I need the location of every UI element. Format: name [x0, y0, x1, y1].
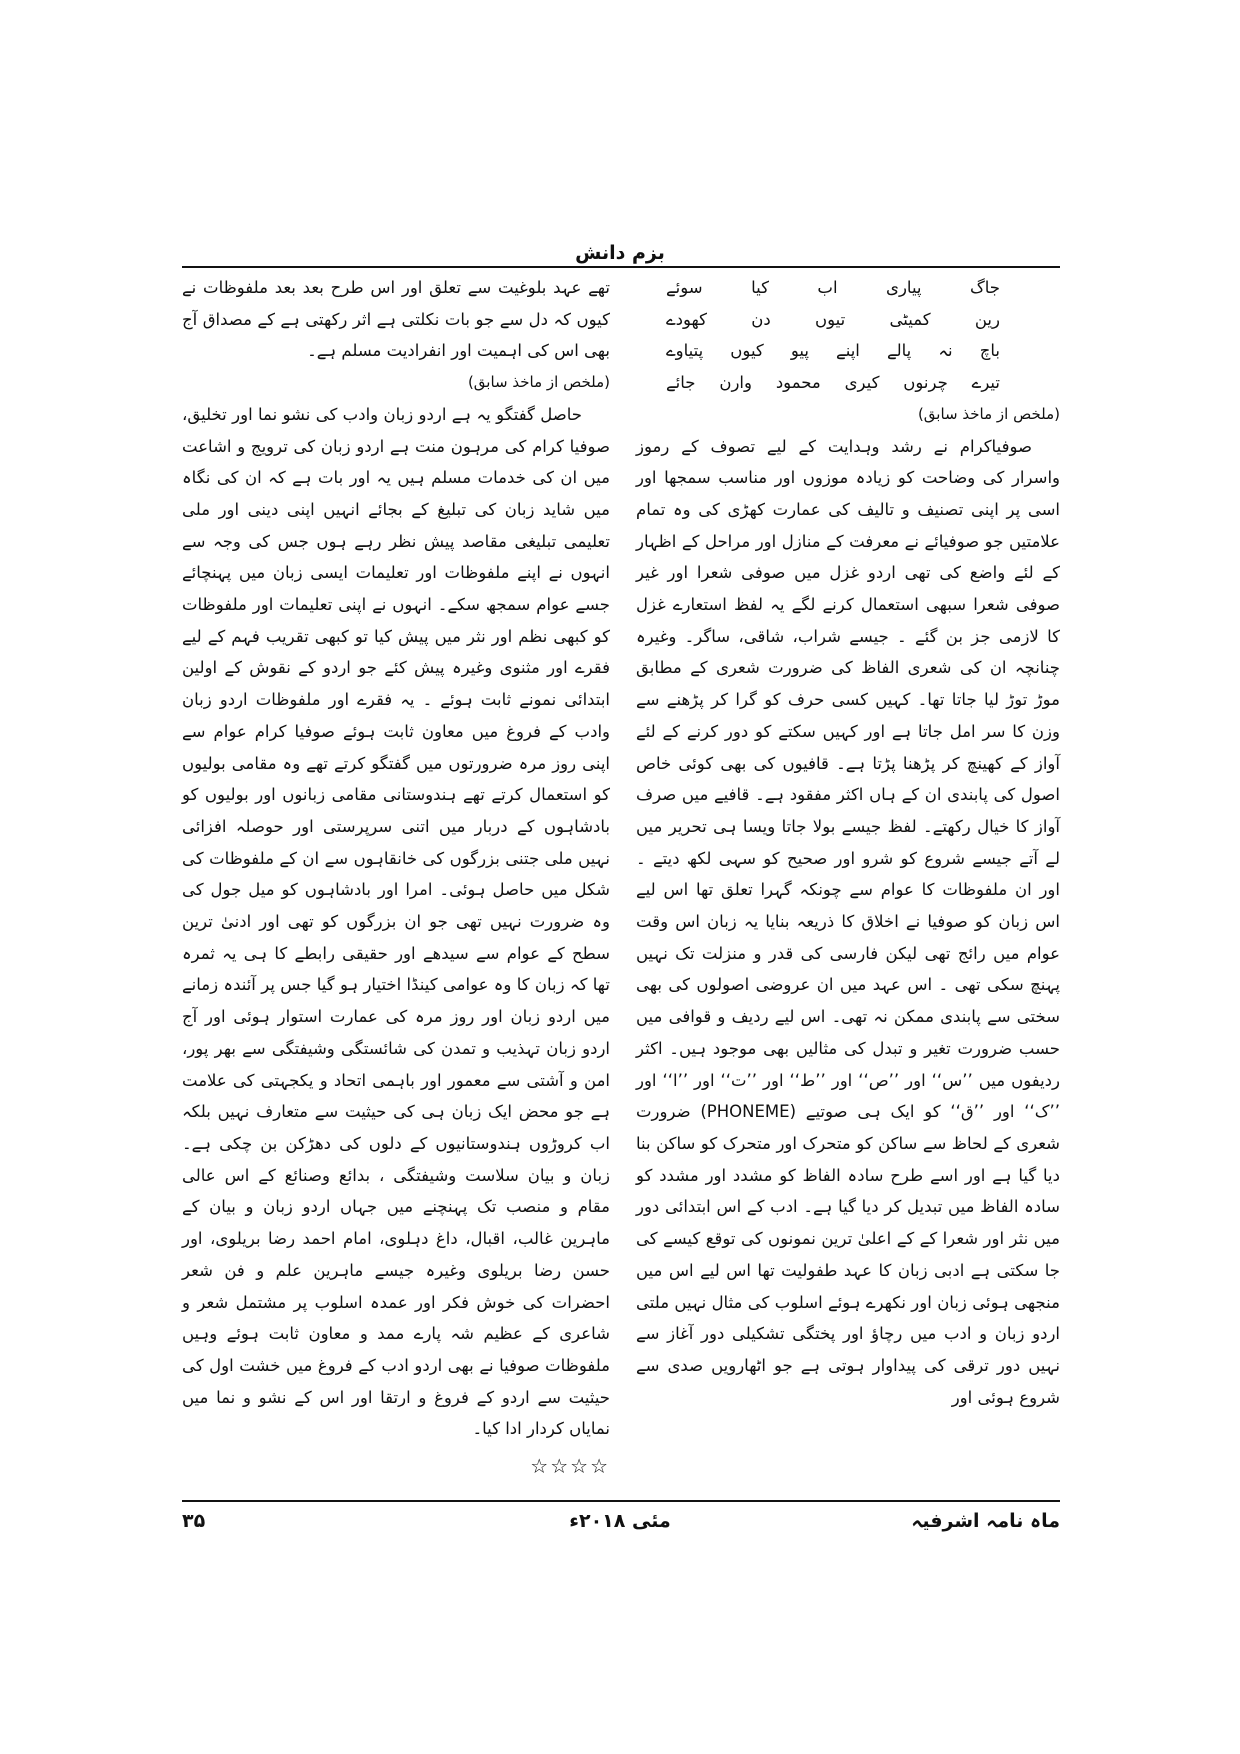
- verse-reference: (ملخص از ماخذ سابق): [917, 404, 1060, 423]
- section-end-stars: ☆☆☆☆: [530, 1454, 610, 1479]
- body-paragraph: حاصل گفتگو یہ ہے اردو زبان وادب کی نشو نما اور تخلیق، صوفیا کرام کی مرہون منت ہے اردو زبان کی ترویج و اشاعت میں ان کی خدمات مسلم ہیں یہ اور بات ہے کہ ان کی نگاہ میں شاید زبان کی تبلیغ کے بجائے انہیں اپنی دینی اور ملی تعلیمی تبلیغی مقاصد پیش نظر رہے ہوں جس کی وجہ سے انہوں نے اپنے ملفوظات اور تعلیمات ایسی زبان میں پہنچائے جسے عوام سمجھ سکے۔ انہوں نے اپنی تعلیمات اور ملفوظات کو کبھی نظم اور نثر میں پیش کیا تو کبھی تقریب فہم کے لیے فقرے اور مثنوی وغیرہ پیش کئے جو اردو کے نقوش کے اولین ابتدائی نمونے ثابت ہوئے ۔ یہ فقرے اور ملفوظات اردو زبان وادب کے فروغ میں معاون ثابت ہوئے صوفیا کرام عوام سے اپنی روز مرہ ضرورتوں میں گفتگو کرتے تھے وہ مقامی بولیوں کو استعمال کرتے تھے ہندوستانی مقامی زبانوں اور بولیوں کو بادشاہوں کے دربار میں اتنی سرپرستی اور حوصلہ افزائی نہیں ملی جتنی بزرگوں کی خانقاہوں سے ان کے ملفوظات کی شکل میں حاصل ہوئی۔ امرا اور بادشاہوں کو میل جول کی وہ ضرورت نہیں تھی جو ان بزرگوں کو تھی اور ادنیٰ ترین سطح کے عوام سے سیدھے اور حقیقی رابطے کا ہی یہ ثمرہ تھا کہ زبان کا وہ عوامی کینڈا اختیار ہو گیا جس پر آئندہ زمانے میں اردو زبان اور روز مرہ کی عمارت استوار ہوئی اور آج اردو زبان تہذیب و تمدن کی شائستگی وشیفتگی سے بھر پور، امن و آشتی سے معمور اور باہمی اتحاد و یکجہتی کی علامت ہے جو محض ایک زبان ہی کی حیثیت سے متعارف نہیں بلکہ اب کروڑوں ہندوستانیوں کے دلوں کی دھڑکن بن چکی ہے۔ زبان و بیان سلاست وشیفتگی ، بدائع وصنائع کے اس عالی مقام و منصب تک پہنچنے میں جہاں اردو زبان و بیان کے ماہرین غالب، اقبال، داغ دہلوی، امام احمد رضا بریلوی، اور حسن رضا بریلوی وغیرہ جیسے ماہرین علم و فن شعر احضرات کی خوش فکر اور عمدہ اسلوب پر مشتمل شعر و شاعری کے عظیم شہ پارے ممد و معاون ثابت ہوئے وہیں ملفوظات صوفیا نے بھی اردو ادب کے فروغ میں خشت اول کی حیثیت سے اردو کے فروغ و ارتقا اور اس کے نشو و نما میں نمایاں کردار ادا کیا۔: [182, 404, 610, 1439]
- journal-name: ماہ نامہ اشرفیہ: [911, 1510, 1060, 1532]
- footer-rule: [182, 1500, 1060, 1502]
- body-paragraph: تھے عہد بلوغیت سے تعلق اور اس طرح بعد بعد ملفوظات نے کیوں کہ دل سے جو بات نکلتی ہے اثر رکھتی ہے کے مصداق آج بھی اس کی اہمیت اور انفرادیت مسلم ہے۔: [182, 278, 610, 361]
- verse-line: جاگ پیاری اب کیا سوئے: [666, 278, 1000, 297]
- left-column: [182, 272, 610, 1483]
- body-paragraph: صوفیاکرام نے رشد وہدایت کے لیے تصوف کے رموز واسرار کی وضاحت کو زیادہ موزوں اور مناسب سمجھا اور اسی پر اپنی تصنیف و تالیف کی عمارت کھڑی کی وہ تمام علامتیں جو صوفیائے نے معرفت کے منازل اور مراحل کے اظہار کے لئے واضع کی تھی اردو غزل میں صوفی شعرا اور غیر صوفی شعرا سبھی استعمال کرنے لگے یہ لفظ استعارے غزل کا لازمی جز بن گئے ۔ جیسے شراب، شاقی، ساگر۔ وغیرہ چنانچہ ان کی شعری الفاظ کی ضرورت شعری کے مطابق موڑ توڑ لیا جاتا تھا۔ کہیں کسی حرف کو گرا کر پڑھنے سے وزن کا سر امل جاتا ہے اور کہیں سکتے کو دور کرنے کے لئے آواز کے کھینچ کر پڑھنا پڑتا ہے۔ قافیوں کی بھی کوئی خاص اصول کی پابندی ان کے ہاں اکثر مفقود ہے۔ قافیے میں صرف آواز کا خیال رکھتے۔ لفظ جیسے بولا جاتا ویسا ہی تحریر میں لے آتے جیسے شروع کو شرو اور صحیح کو سہی لکھ دیتے ۔ اور ان ملفوظات کا عوام سے چونکہ گہرا تعلق تھا اس لیے اس زبان کو صوفیا نے اخلاق کا ذریعہ بنایا یہ زبان اس وقت عوام میں رائج تھی لیکن فارسی کی قدر و منزلت تک نہیں پہنچ سکی تھی ۔ اس عہد میں ان عروضی اصولوں کی بھی سختی سے پابندی ممکن نہ تھی۔ اس لیے ردیف و قوافی میں حسب ضرورت تغیر و تبدل کی مثالیں بھی موجود ہیں۔ اکثر ردیفوں میں ’’س‘‘ اور ’’ص‘‘ اور ’’ط‘‘ اور ’’ت‘‘ اور ’’ا‘‘ اور ’’ک‘‘ اور ’’ق‘‘ کو ایک ہی صوتیے (PHONEME) ضرورت شعری کے لحاظ سے ساکن کو متحرک اور متحرک کو ساکن بنا دیا گیا ہے اور اسے طرح سادہ الفاظ کو مشدد اور مشدد کو سادہ الفاظ میں تبدیل کر دیا گیا ہے۔ ادب کے اس ابتدائی دور میں نثر اور شعرا کے کے اعلیٰ ترین نمونوں کی توقع کیسے کی جا سکتی ہے ادبی زبان کا عہد طفولیت تھا اس لیے اس میں منجھی ہوئی زبان اور نکھرے ہوئے اسلوب کی مثال نہیں ملتی اردو زبان و ادب میں رچاؤ اور پختگی تشکیلی دور آغاز سے نہیں دور ترقی کی پیداوار ہوتی ہے جو اٹھارویں صدی سے شروع ہوئی اور: [636, 436, 1060, 1407]
- verse-line: رین کمیٹی تیوں دن کھودے: [666, 309, 1000, 329]
- right-column: [636, 272, 1060, 1413]
- verse-block: [636, 272, 1060, 431]
- page-number: ۳۵: [182, 1510, 206, 1532]
- header-rule: [182, 266, 1060, 268]
- issue-date: مئی ۲۰۱۸ء: [569, 1510, 671, 1532]
- section-title: بزم دانش: [575, 242, 665, 264]
- verse-line: تیرے چرنوں کیری محمود وارن جائے: [666, 373, 1000, 393]
- paragraph-reference: (ملخص از ماخذ سابق): [467, 373, 610, 392]
- verse-line: باچ نہ پالے اپنے پیو کیوں پتیاوے: [666, 341, 1000, 361]
